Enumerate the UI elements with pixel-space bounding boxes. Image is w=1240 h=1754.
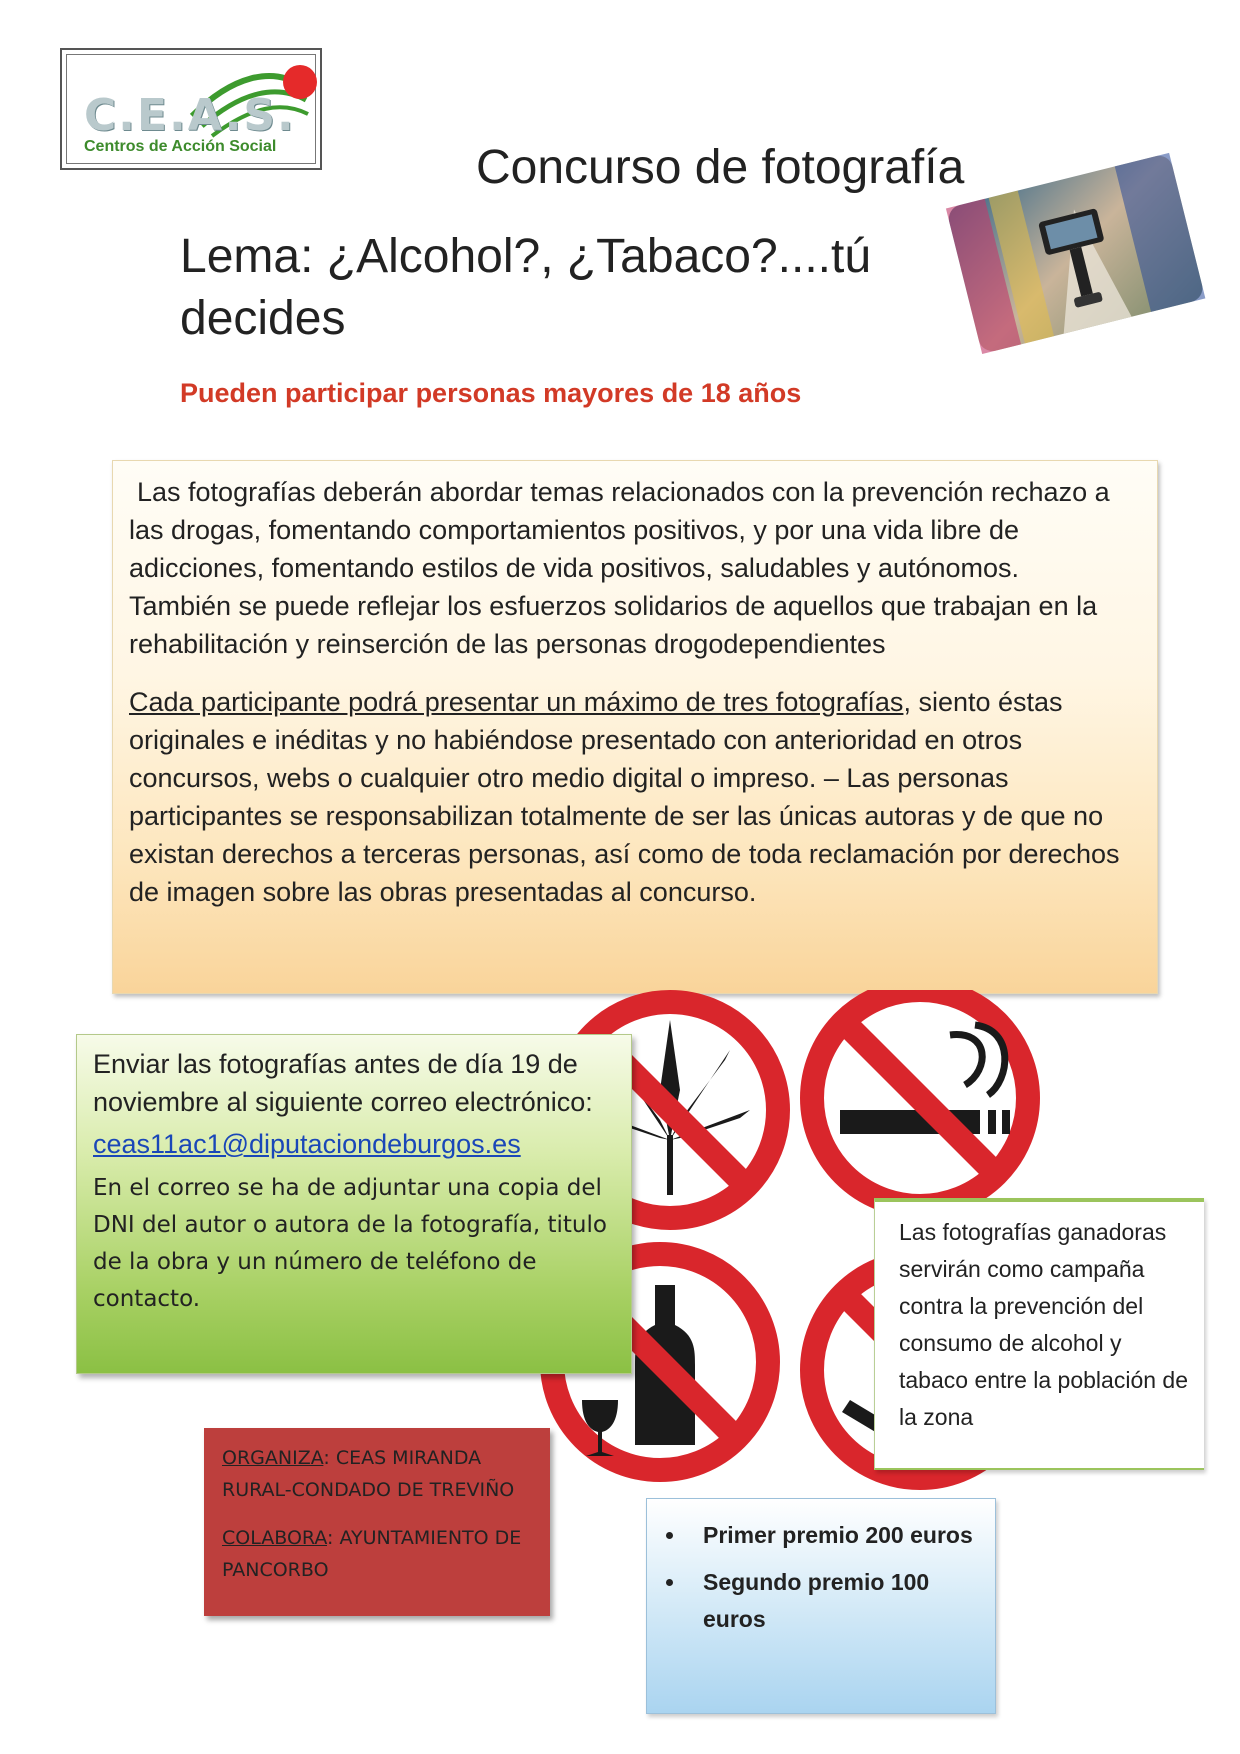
colabora-line <box>222 1522 540 1586</box>
rules-paragraph-solidarity: También se puede reflejar los esfuerzos solidarios de aquellos que trabajan en la rehabilitación y reinserción de las personas drogodependientes <box>129 591 1098 659</box>
prize-first: • Primer premio 200 euros <box>687 1517 983 1554</box>
colabora-value: : AYUNTAMIENTO DE PANCORBO <box>222 1527 522 1581</box>
organiza-line <box>222 1442 540 1506</box>
camera-street-photo-icon <box>940 150 1220 400</box>
prize-second: • Segundo premio 100 euros <box>687 1564 983 1638</box>
logo-letters: C.E.A.S. <box>84 90 296 141</box>
ceas-logo <box>60 48 322 170</box>
submission-deadline: Enviar las fotografías antes de día 19 de noviembre al siguiente correo electrónico: <box>93 1049 593 1117</box>
page-title: Concurso de fotografía <box>476 141 965 194</box>
rules-max-photos: Cada participante podrá presentar un máximo de tres fotografías <box>129 687 904 717</box>
motto: Lema: ¿Alcohol?, ¿Tabaco?....tú decides <box>180 230 872 345</box>
logo-subtitle: Centros de Acción Social <box>84 138 277 155</box>
submission-box <box>76 1034 632 1374</box>
no-smoking-icon <box>812 990 1028 1206</box>
colabora-label: COLABORA <box>222 1527 327 1549</box>
rules-paragraph-topic: Las fotografías deberán abordar temas relacionados con la prevención rechazo a las drogas, fomentando comportamientos positivos, y por una vida libre de adicciones, fomentando estilos de vida positivos, saludables y autónomos. <box>129 477 1110 583</box>
campaign-note: Las fotografías ganadoras servirán como campaña contra la prevención del consumo de alcohol y tabaco entre la población de la zona <box>874 1198 1204 1470</box>
prizes-list <box>661 1517 983 1638</box>
submission-email-link[interactable]: ceas11ac1@diputaciondeburgos.es <box>93 1129 521 1159</box>
organiza-value: : CEAS MIRANDA RURAL-CONDADO DE TREVIÑO <box>222 1447 515 1501</box>
credits-box <box>204 1428 550 1616</box>
rules-conditions-rest: , siento éstas originales e inéditas y no habiéndose presentado con anterioridad en otros concursos, webs o cualquier otro medio digital o impreso. – Las personas participantes se responsabilizan totalmente de ser las únicas autoras y de que no existan derechos a terceras personas, así como de toda reclamación por derechos de imagen sobre las obras presentadas al concurso. <box>129 687 1120 907</box>
organiza-label: ORGANIZA <box>222 1447 324 1469</box>
rules-paragraph-conditions <box>129 683 1143 911</box>
eligibility-note: Pueden participar personas mayores de 18 años <box>180 378 802 408</box>
submission-requirements: En el correo se ha de adjuntar una copia del DNI del autor o autora de la fotografía, titulo de la obra y un número de teléfono de contacto. <box>93 1175 607 1312</box>
prizes-box <box>646 1498 996 1714</box>
rules-box <box>112 460 1158 994</box>
